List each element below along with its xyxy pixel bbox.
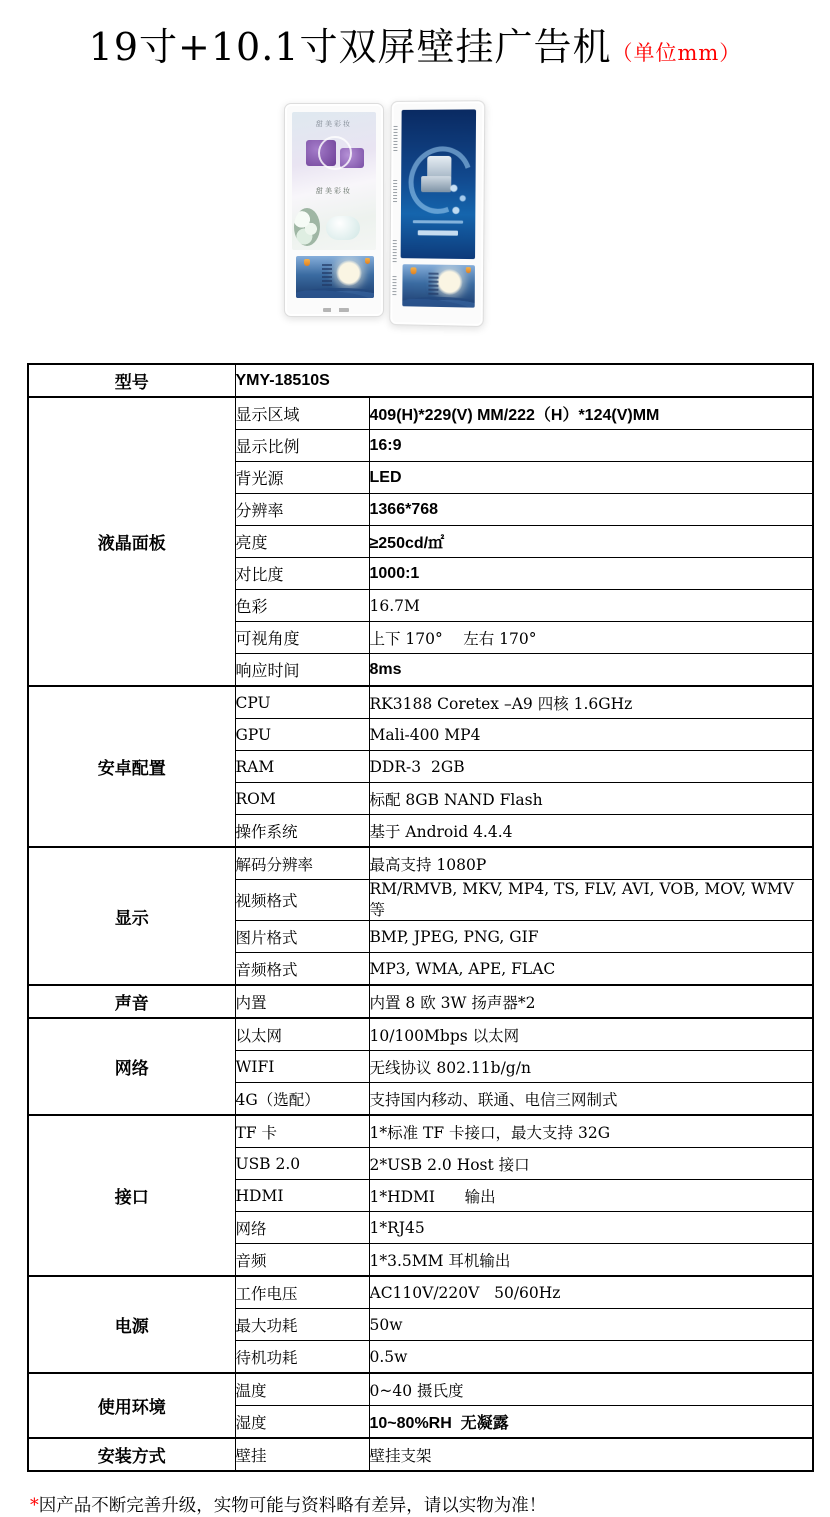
spec-row-value: 0.5w	[369, 1341, 813, 1374]
model-number: YMY-18510S	[235, 364, 813, 397]
spec-row-value: 壁挂支架	[369, 1438, 813, 1471]
spec-row-label: 4G（选配）	[235, 1083, 369, 1116]
spec-row-label: 工作电压	[235, 1276, 369, 1309]
spec-row-value: DDR-3 2GB	[369, 751, 813, 783]
spec-section-label: 安装方式	[28, 1438, 235, 1471]
spec-row-value: 基于 Android 4.4.4	[369, 815, 813, 848]
spec-row-label: 音频	[235, 1244, 369, 1277]
spec-row	[28, 1373, 813, 1406]
spec-row-label: 色彩	[235, 590, 369, 622]
spec-row-value: 8ms	[369, 654, 813, 687]
spec-row-value: AC110V/220V 50/60Hz	[369, 1276, 813, 1309]
spec-row-value: 标配 8GB NAND Flash	[369, 783, 813, 815]
page-title: 19寸+10.1寸双屏壁挂广告机	[88, 25, 612, 69]
spec-row-label: 待机功耗	[235, 1341, 369, 1374]
spec-row-label: GPU	[235, 719, 369, 751]
spec-row-label: 对比度	[235, 558, 369, 590]
page-header	[0, 0, 830, 71]
spec-row-label: HDMI	[235, 1180, 369, 1212]
spec-row-label: 温度	[235, 1373, 369, 1406]
spec-section-label: 显示	[28, 847, 235, 985]
spec-row-label: 壁挂	[235, 1438, 369, 1471]
spec-row-label: 音频格式	[235, 953, 369, 986]
spec-row-value: 1*标准 TF 卡接口，最大支持 32G	[369, 1115, 813, 1148]
spec-row-label: TF 卡	[235, 1115, 369, 1148]
device-front-view	[284, 103, 384, 317]
spec-table	[27, 363, 814, 1472]
spec-row	[28, 985, 813, 1018]
spec-row-label: 分辨率	[235, 494, 369, 526]
spec-row-label: 可视角度	[235, 622, 369, 654]
spec-row-value: 1366*768	[369, 494, 813, 526]
device-side-view	[389, 100, 485, 327]
lantern-graphic	[410, 267, 416, 274]
device-left-main-screen	[292, 112, 376, 250]
lantern-graphic	[365, 258, 370, 264]
spec-row-label: CPU	[235, 686, 369, 719]
spec-row-value: 1*HDMI 输出	[369, 1180, 813, 1212]
spec-row	[28, 397, 813, 430]
ring-graphic	[318, 136, 352, 170]
moon-graphic	[336, 260, 362, 286]
spec-section-label: 安卓配置	[28, 686, 235, 847]
spec-section-label: 网络	[28, 1018, 235, 1115]
spec-row-label: 显示比例	[235, 430, 369, 462]
spec-row-value: 1000:1	[369, 558, 813, 590]
spec-row-label: WIFI	[235, 1051, 369, 1083]
spec-row-value: 1*RJ45	[369, 1212, 813, 1244]
spec-section-label: 使用环境	[28, 1373, 235, 1438]
footnote-text: 因产品不断完善升级，实物可能与资料略有差异，请以实物为准！	[38, 1496, 547, 1516]
spec-row-value: 无线协议 802.11b/g/n	[369, 1051, 813, 1083]
spec-row-value: 409(H)*229(V) MM/222（H）*124(V)MM	[369, 397, 813, 430]
spec-row-value: BMP, JPEG, PNG, GIF	[369, 921, 813, 953]
spec-row-value: MP3, WMA, APE, FLAC	[369, 953, 813, 986]
spec-row-label: 网络	[235, 1212, 369, 1244]
spec-row-label: 亮度	[235, 526, 369, 558]
ad-brand-text: 甜美彩妆	[316, 188, 352, 195]
spec-row-value: 内置 8 欧 3W 扬声器*2	[369, 985, 813, 1018]
spec-header-row	[28, 364, 813, 397]
bubbles-graphic	[447, 180, 470, 220]
spec-section-label: 液晶面板	[28, 397, 235, 686]
cream-jar-graphic	[326, 216, 360, 240]
spec-row-label: 最大功耗	[235, 1309, 369, 1341]
spec-row-label: 响应时间	[235, 654, 369, 687]
spec-row-label: USB 2.0	[235, 1148, 369, 1180]
spec-row-label: 视频格式	[235, 880, 369, 921]
spec-row	[28, 1276, 813, 1309]
spec-row-value: 10/100Mbps 以太网	[369, 1018, 813, 1051]
spec-row-value: RK3188 Coretex –A9 四核 1.6GHz	[369, 686, 813, 719]
spec-row	[28, 686, 813, 719]
product-images	[0, 101, 830, 337]
spec-row	[28, 1438, 813, 1471]
spec-row-value: 支持国内移动、联通、电信三网制式	[369, 1083, 813, 1116]
waves-graphic	[296, 288, 374, 298]
spec-table-wrapper	[27, 363, 830, 1472]
spec-row-value: 10~80%RH 无凝露	[369, 1406, 813, 1439]
spec-row-value: 1*3.5MM 耳机输出	[369, 1244, 813, 1277]
device-right-main-screen	[401, 109, 476, 259]
spec-row-value: 上下 170° 左右 170°	[369, 622, 813, 654]
footnote-asterisk: *	[30, 1496, 39, 1516]
spec-row-value: 16.7M	[369, 590, 813, 622]
spec-row-label: 内置	[235, 985, 369, 1018]
calligraphy-graphic	[322, 264, 332, 286]
lantern-graphic	[466, 267, 471, 273]
spec-row-value: LED	[369, 462, 813, 494]
spec-row-value: 0~40 摄氏度	[369, 1373, 813, 1406]
spec-row-label: 操作系统	[235, 815, 369, 848]
moon-graphic	[436, 269, 462, 296]
spec-row-label: 显示区域	[235, 397, 369, 430]
ad-text-line	[418, 230, 458, 235]
spec-row-value: 2*USB 2.0 Host 接口	[369, 1148, 813, 1180]
device-left-bottom-screen	[296, 256, 374, 298]
title-unit-note: （单位mm）	[611, 41, 742, 65]
spec-row-label: 湿度	[235, 1406, 369, 1439]
flowers-graphic	[294, 208, 320, 246]
lantern-graphic	[304, 259, 310, 266]
bottom-ports	[323, 308, 349, 312]
spec-row-value: 50w	[369, 1309, 813, 1341]
spec-row-label: 以太网	[235, 1018, 369, 1051]
ad-text-line	[413, 220, 463, 223]
spec-section-label: 电源	[28, 1276, 235, 1373]
spec-row-value: 16:9	[369, 430, 813, 462]
waves-graphic	[402, 296, 475, 308]
spec-row-value: Mali-400 MP4	[369, 719, 813, 751]
calligraphy-graphic	[428, 273, 438, 295]
spec-row-label: 背光源	[235, 462, 369, 494]
spec-section-label: 声音	[28, 985, 235, 1018]
device-right-bottom-screen	[402, 264, 475, 307]
spec-row-value: RM/RMVB, MKV, MP4, TS, FLV, AVI, VOB, MOV, WMV 等	[369, 880, 813, 921]
spec-row-label: 解码分辨率	[235, 847, 369, 880]
spec-row	[28, 1018, 813, 1051]
footnote	[30, 1492, 830, 1517]
spec-row-value: ≥250cd/㎡	[369, 526, 813, 558]
side-vent-holes	[392, 126, 397, 296]
spec-row-label: RAM	[235, 751, 369, 783]
spec-row-label: 图片格式	[235, 921, 369, 953]
spec-section-label: 接口	[28, 1115, 235, 1276]
spec-row	[28, 847, 813, 880]
ad-brand-text: 甜美彩妆	[316, 121, 352, 128]
spec-row	[28, 1115, 813, 1148]
spec-row-label: ROM	[235, 783, 369, 815]
spec-section-label: 型号	[28, 364, 235, 397]
spec-row-value: 最高支持 1080P	[369, 847, 813, 880]
